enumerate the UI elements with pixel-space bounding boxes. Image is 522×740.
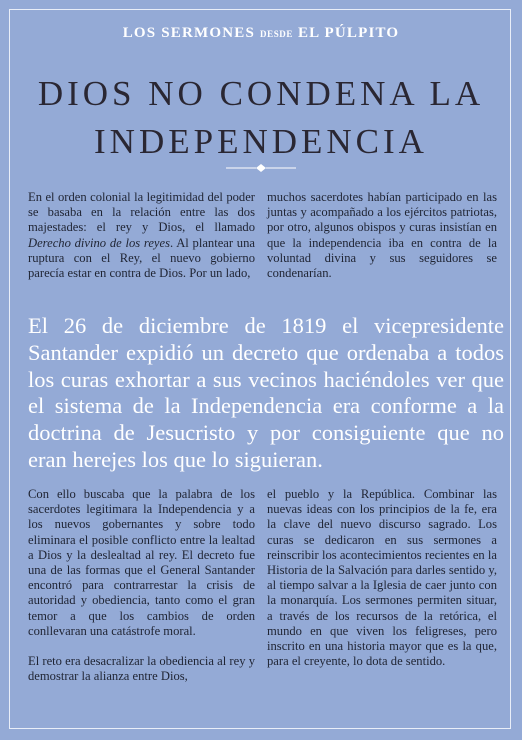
section-kicker [0,25,522,42]
kicker-part-3: EL PÚLPITO [297,25,400,41]
paragraph: Con ello buscaba que la palabra de los sacerdotes legitimara la Independencia y a los nuevos gobernantes y sobre todo eliminara el posible conflicto entre la lealtad a Dios y la deslealtad al rey. El decreto fue una de las formas que el General Santander encontró para contrarrestar la crisis de autoridad y obediencia, tanto como el gran temor a que los cambios de orden conllevaran una catástrofe moral. [28,487,255,638]
title-line-1: DIOS NO CONDENA LA [37,74,485,113]
paragraph-text: En el orden colonial la legitimidad del poder se basaba en la relación entre las dos majestades: el rey y Dios, el llamado [28,190,255,235]
body-column-1 [28,190,255,281]
body-column-3 [28,487,255,684]
paragraph [28,190,255,281]
title-line-2: INDEPENDENCIA [94,122,428,161]
paragraph: muchos sacerdotes habían participado en las juntas y acompañado a los ejércitos patriotas, por otro, algunos obispos y curas insistían en que la independencia iba en contra de la voluntad divina y sus seguidores se condenarían. [267,190,497,281]
paragraph: el pueblo y la República. Combinar las nuevas ideas con los principios de la fe, era la clave del nuevo discurso sagrado. Los curas se dedicaron en sus sermones a reinscribir los acontecimientos recientes en la Historia de la Salvación para darles sentido y, al tiempo salvar a la Iglesia de caer junto con la monarquía. Los sermones permiten situar, a través de los recursos de la retórica, el mundo en que viven los feligreses, pero inscrito en una historia mayor que es la que, para el creyente, lo dota de sentido. [267,487,497,669]
article-title [0,70,522,166]
paragraph: El reto era desacralizar la obediencia al rey y demostrar la alianza entre Dios, [28,654,255,684]
pull-quote: El 26 de diciembre de 1819 el vicepresidente Santander expidió un decreto que ordenaba a todos los curas exhortar a sus vecinos haciéndoles ver que el sistema de la Independencia era conforme a la doctrina de Jesucristo y por consiguiente que no eran herejes los que lo siguieran. [28,313,504,472]
kicker-part-1: LOS SERMONES [122,25,256,41]
ornament-divider [226,163,296,173]
body-column-2 [267,190,497,281]
paragraph-text: . Al plantear una ruptura con el Rey, el nuevo gobierno parecía estar en contra de Dios. Por un lado, [28,235,255,281]
body-column-4 [267,487,497,669]
kicker-part-2: DESDE [260,29,294,39]
paragraph-italic: Derecho divino de los reyes [28,235,170,250]
